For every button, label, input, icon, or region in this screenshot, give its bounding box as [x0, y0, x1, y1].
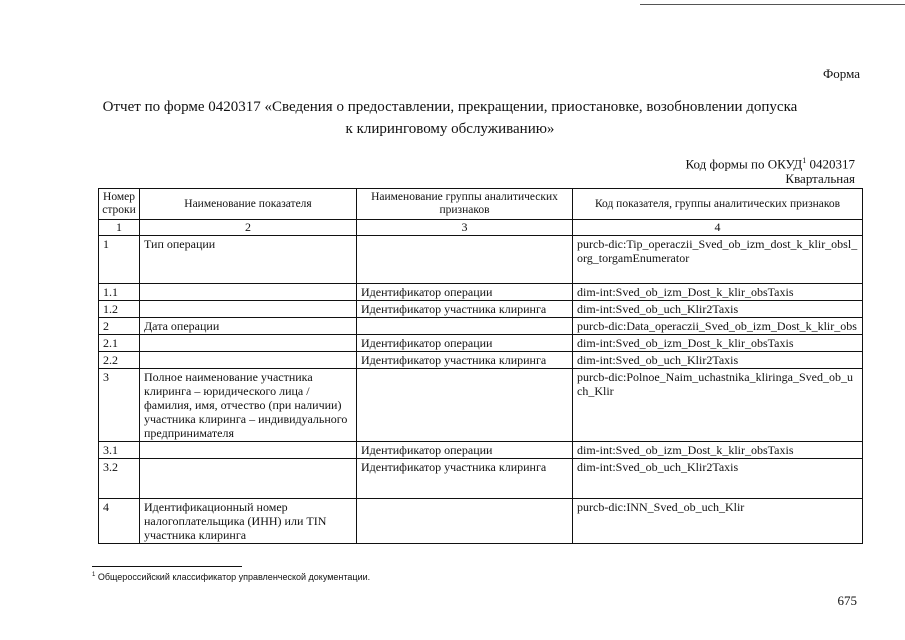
header-group-name: Наименование группы аналитических признаков: [357, 189, 573, 220]
row-number: 2: [99, 318, 140, 335]
table-row: [99, 499, 863, 544]
form-label: Форма: [823, 66, 860, 81]
title-line-1: Отчет по форме 0420317 «Сведения о предоставлении, прекращении, приостановке, возобновлении допуска: [102, 99, 798, 115]
indicator-name: [140, 284, 357, 301]
top-edge-rule: [640, 4, 905, 5]
row-number: 2.2: [99, 352, 140, 369]
indicator-name: Дата операции: [140, 318, 357, 335]
title-line-2: к клиринговому обслуживанию»: [345, 121, 555, 137]
indicator-code: dim-int:Sved_ob_uch_Klir2Taxis: [573, 459, 863, 499]
indicator-name: Тип операции: [140, 236, 357, 284]
indicator-name: Полное наименование участника клиринга – юридического лица / фамилия, имя, отчество (при наличии) участника клиринга – индивидуального предпринимателя: [140, 369, 357, 442]
page-number: 675: [837, 593, 857, 608]
indicators-table: [98, 188, 863, 544]
indicator-name: [140, 442, 357, 459]
footnote: [92, 572, 370, 582]
table-row: [99, 442, 863, 459]
group-name: Идентификатор операции: [357, 284, 573, 301]
group-name: Идентификатор участника клиринга: [357, 301, 573, 318]
group-name: Идентификатор операции: [357, 442, 573, 459]
indicator-name: [140, 335, 357, 352]
table-row: [99, 284, 863, 301]
row-number: 4: [99, 499, 140, 544]
footnote-marker: 1: [92, 572, 96, 578]
column-number: 1: [99, 220, 140, 236]
row-number: 1: [99, 236, 140, 284]
indicator-code: dim-int:Sved_ob_uch_Klir2Taxis: [573, 301, 863, 318]
column-number: 4: [573, 220, 863, 236]
indicator-code: dim-int:Sved_ob_izm_Dost_k_klir_obsTaxis: [573, 442, 863, 459]
table-row: [99, 236, 863, 284]
row-number: 1.2: [99, 301, 140, 318]
table-row: [99, 318, 863, 335]
indicator-code: dim-int:Sved_ob_izm_Dost_k_klir_obsTaxis: [573, 335, 863, 352]
indicator-code: purcb-dic:INN_Sved_ob_uch_Klir: [573, 499, 863, 544]
row-number: 3: [99, 369, 140, 442]
indicator-name: Идентификационный номер налогоплательщика (ИНН) или TIN участника клиринга: [140, 499, 357, 544]
periodicity: Квартальная: [785, 171, 855, 187]
group-name: [357, 499, 573, 544]
header-row-number: Номер строки: [99, 189, 140, 220]
row-number: 3.2: [99, 459, 140, 499]
footnote-text: Общероссийский классификатор управленческой документации.: [95, 572, 371, 582]
group-name: [357, 236, 573, 284]
indicator-code: purcb-dic:Data_operaczii_Sved_ob_izm_Dost_k_klir_obs: [573, 318, 863, 335]
header-code: Код показателя, группы аналитических признаков: [573, 189, 863, 220]
table-row: [99, 352, 863, 369]
indicator-code: dim-int:Sved_ob_uch_Klir2Taxis: [573, 352, 863, 369]
okud-code-line: [686, 153, 855, 171]
document-title: [60, 96, 840, 140]
group-name: Идентификатор участника клиринга: [357, 459, 573, 499]
group-name: Идентификатор участника клиринга: [357, 352, 573, 369]
okud-code: 0420317: [806, 156, 855, 172]
column-number: 3: [357, 220, 573, 236]
table-row: [99, 369, 863, 442]
group-name: Идентификатор операции: [357, 335, 573, 352]
indicator-code: purcb-dic:Polnoe_Naim_uchastnika_kliringa_Sved_ob_uch_Klir: [573, 369, 863, 442]
indicator-name: [140, 459, 357, 499]
row-number: 3.1: [99, 442, 140, 459]
footnote-separator: [92, 566, 242, 567]
column-number: 2: [140, 220, 357, 236]
group-name: [357, 318, 573, 335]
okud-footnote-ref: 1: [802, 156, 807, 165]
table-row: [99, 459, 863, 499]
header-indicator-name: Наименование показателя: [140, 189, 357, 220]
okud-block: [686, 153, 855, 186]
column-number-row: [99, 220, 863, 236]
row-number: 2.1: [99, 335, 140, 352]
indicator-code: purcb-dic:Tip_operaczii_Sved_ob_izm_dost_k_klir_obsl_org_torgamEnumerator: [573, 236, 863, 284]
table-row: [99, 335, 863, 352]
indicator-name: [140, 301, 357, 318]
indicator-name: [140, 352, 357, 369]
group-name: [357, 369, 573, 442]
indicator-code: dim-int:Sved_ob_izm_Dost_k_klir_obsTaxis: [573, 284, 863, 301]
row-number: 1.1: [99, 284, 140, 301]
table-row: [99, 301, 863, 318]
table-header-row: [99, 189, 863, 220]
okud-prefix: Код формы по ОКУД: [685, 156, 803, 172]
